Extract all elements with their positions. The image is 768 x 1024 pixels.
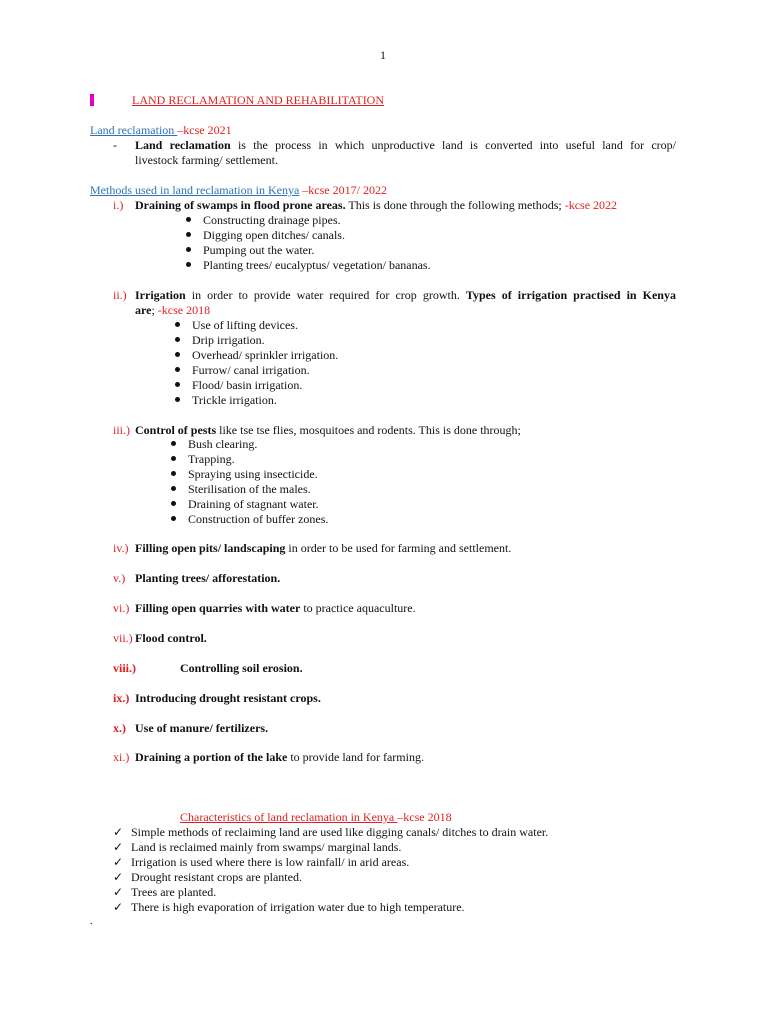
characteristics-tag: –kcse 2018 bbox=[397, 810, 452, 824]
check-icon: ✓ bbox=[113, 885, 124, 899]
definition-heading-text: Land reclamation bbox=[90, 123, 178, 137]
method-vii: Flood control. bbox=[135, 631, 207, 645]
method-iv-text: in order to be used for farming and settlement. bbox=[285, 541, 512, 555]
page-title: LAND RECLAMATION AND REHABILITATION bbox=[132, 93, 385, 107]
method-x: Use of manure/ fertilizers. bbox=[135, 721, 269, 735]
end-mark: . bbox=[90, 916, 93, 927]
highlight-marker bbox=[90, 94, 94, 106]
method-ii-line-2-bold: are bbox=[135, 303, 152, 317]
bullet-icon bbox=[175, 337, 180, 342]
bullet-icon bbox=[186, 247, 191, 252]
check-icon: ✓ bbox=[113, 900, 124, 914]
method-iv-bold: Filling open pits/ landscaping bbox=[135, 541, 286, 555]
method-xi bbox=[135, 750, 424, 765]
check-icon: ✓ bbox=[113, 840, 124, 854]
method-ii-line-1 bbox=[135, 288, 676, 303]
characteristics-heading-text: Characteristics of land reclamation in Kenya bbox=[180, 810, 398, 824]
bullet-icon bbox=[175, 382, 180, 387]
list-item: Digging open ditches/ canals. bbox=[186, 228, 345, 243]
list-item: Flood/ basin irrigation. bbox=[175, 378, 302, 393]
method-i-number: i.) bbox=[113, 198, 124, 212]
bullet-icon bbox=[171, 456, 176, 461]
method-ii-line-2 bbox=[135, 303, 210, 318]
list-item: Pumping out the water. bbox=[186, 243, 314, 258]
method-i-tag: -kcse 2022 bbox=[564, 198, 618, 212]
method-iii bbox=[135, 423, 521, 438]
characteristics-heading bbox=[180, 810, 452, 825]
definition-line-2: livestock farming/ settlement. bbox=[135, 153, 278, 167]
methods-heading-text: Methods used in land reclamation in Kenya bbox=[90, 183, 300, 197]
method-ii-tag: -kcse 2018 bbox=[157, 303, 211, 317]
bullet-icon bbox=[171, 441, 176, 446]
list-item: ✓ Land is reclaimed mainly from swamps/ marginal lands. bbox=[113, 840, 402, 854]
bullet-icon bbox=[175, 367, 180, 372]
check-icon: ✓ bbox=[113, 825, 124, 839]
method-xi-text: to provide land for farming. bbox=[287, 750, 424, 764]
method-iii-text: like tse tse flies, mosquitoes and rodents. This is done through; bbox=[216, 423, 521, 437]
list-item: Spraying using insecticide. bbox=[171, 467, 318, 482]
definition-dash: - bbox=[113, 138, 117, 152]
method-xi-bold: Draining a portion of the lake bbox=[135, 750, 288, 764]
check-icon: ✓ bbox=[113, 855, 124, 869]
list-item: Drip irrigation. bbox=[175, 333, 265, 348]
method-vi bbox=[135, 601, 416, 616]
list-item: Trapping. bbox=[171, 452, 235, 467]
method-viii: Controlling soil erosion. bbox=[180, 661, 303, 675]
list-item: Planting trees/ eucalyptus/ vegetation/ bananas. bbox=[186, 258, 431, 273]
method-iv bbox=[135, 541, 511, 556]
method-ii-text: in order to provide water required for crop growth. bbox=[185, 288, 466, 302]
bullet-icon bbox=[171, 516, 176, 521]
list-item: Sterilisation of the males. bbox=[171, 482, 311, 497]
list-item: Draining of stagnant water. bbox=[171, 497, 319, 512]
list-item: Furrow/ canal irrigation. bbox=[175, 363, 310, 378]
method-ii-bold: Irrigation bbox=[135, 288, 186, 302]
bullet-icon bbox=[186, 217, 191, 222]
method-x-number: x.) bbox=[113, 721, 126, 735]
method-vi-text: to practice aquaculture. bbox=[300, 601, 416, 615]
method-viii-number: viii.) bbox=[113, 661, 136, 675]
method-i-text: This is done through the following methods; bbox=[345, 198, 565, 212]
definition-tag: –kcse 2021 bbox=[177, 123, 232, 137]
list-item: Constructing drainage pipes. bbox=[186, 213, 341, 228]
method-i-bold: Draining of swamps in flood prone areas. bbox=[135, 198, 346, 212]
method-vii-number: vii.) bbox=[113, 631, 133, 645]
method-ii-number: ii.) bbox=[113, 288, 127, 302]
bullet-icon bbox=[171, 486, 176, 491]
page-number: 1 bbox=[380, 48, 386, 62]
list-item: Use of lifting devices. bbox=[175, 318, 298, 333]
method-v-number: v.) bbox=[113, 571, 126, 585]
method-ii-line-2-text: ; bbox=[151, 303, 158, 317]
check-icon: ✓ bbox=[113, 870, 124, 884]
method-v: Planting trees/ afforestation. bbox=[135, 571, 281, 585]
definition-line-1 bbox=[135, 138, 676, 153]
bullet-icon bbox=[175, 352, 180, 357]
method-ii-bold-2: Types of irrigation practised in Kenya bbox=[465, 288, 676, 302]
definition-term: Land reclamation bbox=[135, 138, 231, 152]
list-item: ✓ Irrigation is used where there is low rainfall/ in arid areas. bbox=[113, 855, 410, 869]
bullet-icon bbox=[186, 232, 191, 237]
definition-text: is the process in which unproductive land is converted into useful land for crop/ bbox=[230, 138, 677, 152]
list-item: Bush clearing. bbox=[171, 437, 257, 452]
method-iii-number: iii.) bbox=[113, 423, 130, 437]
list-item: ✓ Drought resistant crops are planted. bbox=[113, 870, 302, 884]
bullet-icon bbox=[171, 501, 176, 506]
method-vi-number: vi.) bbox=[113, 601, 130, 615]
list-item: ✓ There is high evaporation of irrigation water due to high temperature. bbox=[113, 900, 465, 914]
method-vi-bold: Filling open quarries with water bbox=[135, 601, 301, 615]
bullet-icon bbox=[175, 397, 180, 402]
bullet-icon bbox=[171, 471, 176, 476]
method-xi-number: xi.) bbox=[113, 750, 130, 764]
method-ix-number: ix.) bbox=[113, 691, 130, 705]
list-item: Overhead/ sprinkler irrigation. bbox=[175, 348, 338, 363]
bullet-icon bbox=[175, 322, 180, 327]
bullet-icon bbox=[186, 262, 191, 267]
methods-tag: –kcse 2017/ 2022 bbox=[299, 183, 387, 197]
methods-heading bbox=[90, 183, 387, 198]
definition-heading bbox=[90, 123, 232, 138]
method-iv-number: iv.) bbox=[113, 541, 129, 555]
method-i bbox=[135, 198, 617, 213]
method-ix: Introducing drought resistant crops. bbox=[135, 691, 321, 705]
list-item: Construction of buffer zones. bbox=[171, 512, 328, 527]
list-item: ✓ Trees are planted. bbox=[113, 885, 217, 899]
method-iii-bold: Control of pests bbox=[135, 423, 217, 437]
list-item: Trickle irrigation. bbox=[175, 393, 277, 408]
list-item: ✓ Simple methods of reclaiming land are used like digging canals/ ditches to drain water. bbox=[113, 825, 549, 839]
